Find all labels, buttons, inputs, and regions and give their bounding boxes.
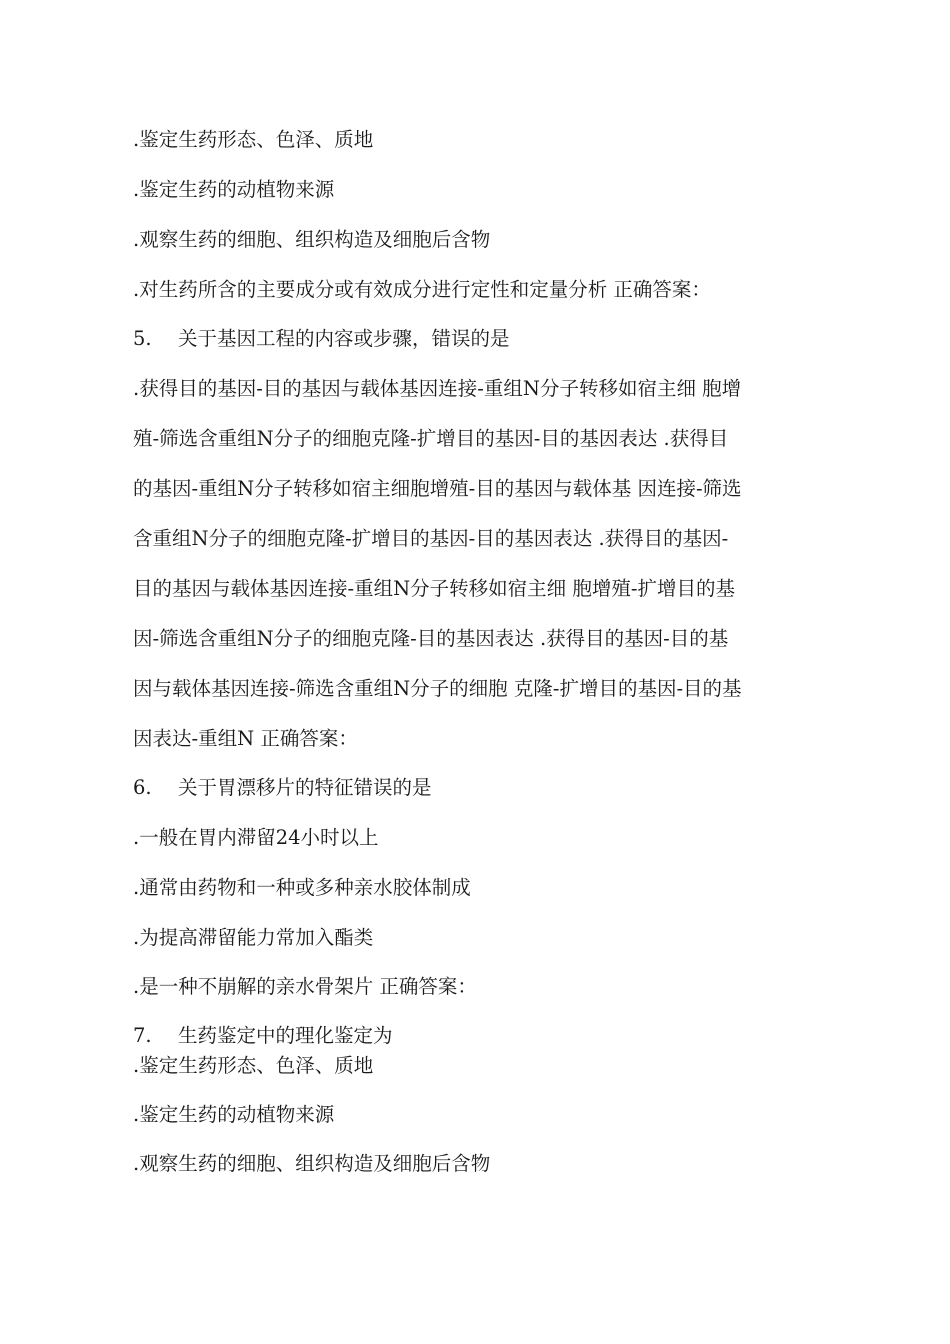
question-5-body-line: 殖-筛选含重组N分子的细胞克隆-扩增目的基因-目的基因表达 .获得目: [133, 427, 729, 450]
question-text: 生药鉴定中的理化鉴定为: [178, 1024, 393, 1047]
question-text: 关于基因工程的内容或步骤，错误的是: [178, 327, 510, 350]
option-line: .鉴定生药的动植物来源: [133, 1103, 335, 1126]
question-5-body-line: 因-筛选含重组N分子的细胞克隆-目的基因表达 .获得目的基因-目的基: [133, 627, 729, 650]
question-text: 关于胃漂移片的特征错误的是: [178, 776, 432, 799]
question-5-body-line: .获得目的基因-目的基因与载体基因连接-重组N分子转移如宿主细 胞增: [133, 377, 742, 400]
option-line-with-answer: .对生药所含的主要成分或有效成分进行定性和定量分析 正确答案：: [133, 278, 711, 301]
option-line: .观察生药的细胞、组织构造及细胞后含物: [133, 1152, 491, 1175]
question-5-stem: [133, 324, 823, 354]
option-line: .鉴定生药形态、色泽、质地: [133, 128, 374, 151]
option-line: .鉴定生药形态、色泽、质地: [133, 1054, 374, 1077]
question-5-body-line-with-answer: 因表达-重组N 正确答案：: [133, 727, 358, 750]
question-5-body-line: 的基因-重组N分子转移如宿主细胞增殖-目的基因与载体基 因连接-筛选: [133, 477, 742, 500]
question-5-body-line: 目的基因与载体基因连接-重组N分子转移如宿主细 胞增殖-扩增目的基: [133, 577, 735, 600]
option-line: .鉴定生药的动植物来源: [133, 178, 335, 201]
option-line: .观察生药的细胞、组织构造及细胞后含物: [133, 228, 491, 251]
question-number: 5.: [133, 327, 152, 350]
question-5-body-line: 含重组N分子的细胞克隆-扩增目的基因-目的基因表达 .获得目的基因-: [133, 527, 729, 550]
question-6-stem: [133, 773, 823, 803]
question-7-stem: [133, 1021, 823, 1051]
option-line: .一般在胃内滞留24小时以上: [133, 826, 379, 849]
option-line-with-answer: .是一种不崩解的亲水骨架片 正确答案：: [133, 975, 477, 998]
option-line: .为提高滞留能力常加入酯类: [133, 926, 374, 949]
question-5-body-line: 因与载体基因连接-筛选含重组N分子的细胞 克隆-扩增目的基因-目的基: [133, 677, 742, 700]
question-number: 6.: [133, 776, 152, 799]
option-line: .通常由药物和一种或多种亲水胶体制成: [133, 876, 471, 899]
question-number: 7.: [133, 1024, 152, 1047]
